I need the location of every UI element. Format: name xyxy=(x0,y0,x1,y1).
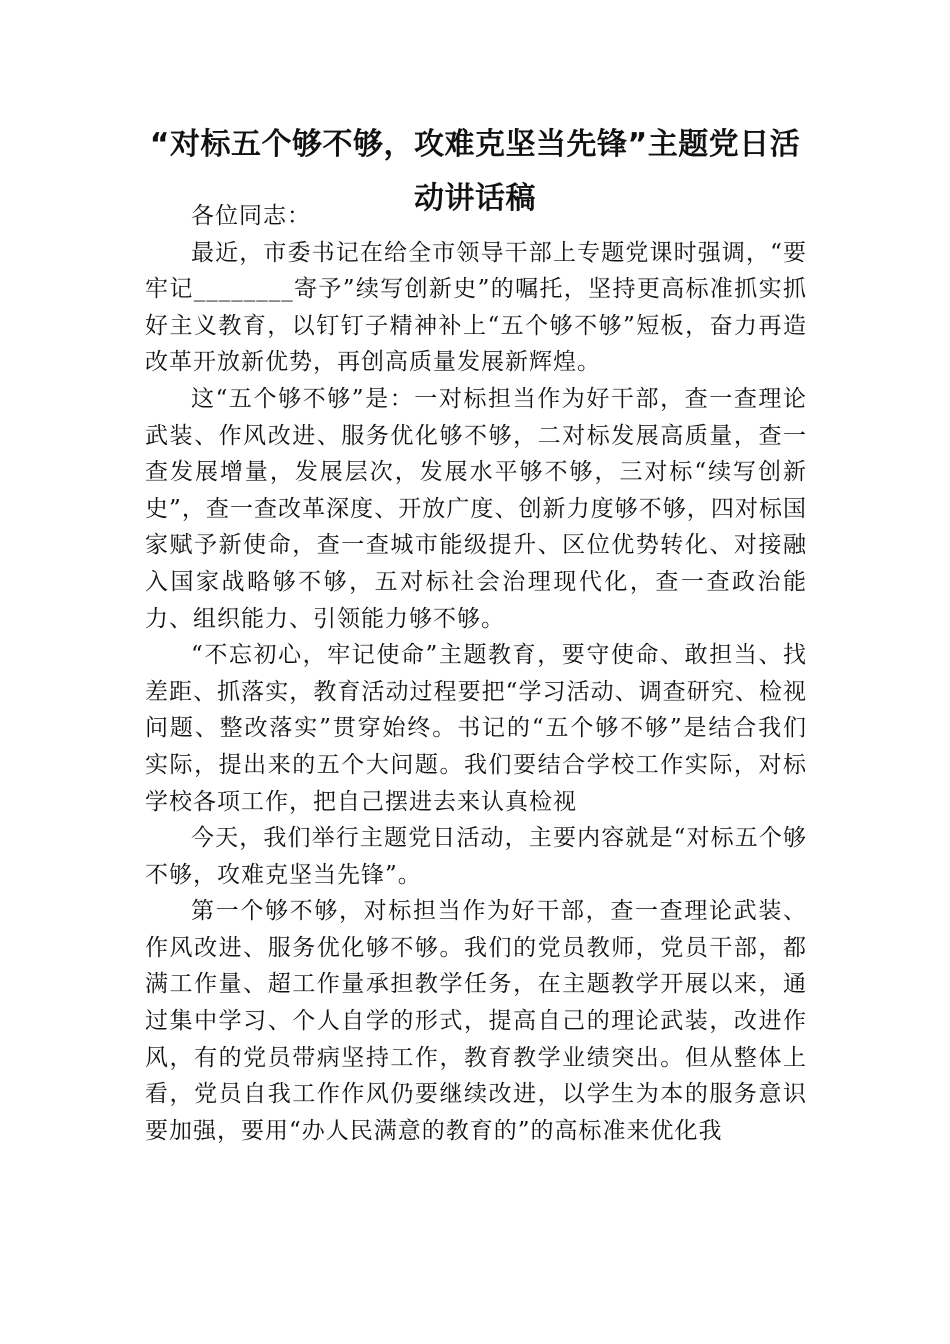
paragraph: “不忘初心，牢记使命”主题教育，要守使命、敢担当、找差距、抓落实，教育活动过程要把“学习活动、调查研究、检视问题、整改落实”贯穿始终。书记的“五个够不够”是结合我们实际，提出来的五个大问题。我们要结合学校工作实际，对标学校各项工作，把自己摆进去来认真检视 xyxy=(145,642,807,815)
salutation: 各位同志： xyxy=(191,203,311,229)
paragraph: 今天，我们举行主题党日活动，主要内容就是“对标五个够不够，攻难克坚当先锋”。 xyxy=(145,825,807,888)
paragraph: 这“五个够不够”是：一对标担当作为好干部，查一查理论武装、作风改进、服务优化够不够，二对标发展高质量，查一查发展增量，发展层次，发展水平够不够，三对标“续写创新史”，查一查改革深度、开放广度、创新力度够不够，四对标国家赋予新使命，查一查城市能级提升、区位优势转化、对接融入国家战略够不够，五对标社会治理现代化，查一查政治能力、组织能力、引领能力够不够。 xyxy=(145,385,807,632)
document-title: “对标五个够不够，攻难克坚当先锋”主题党日活动讲话稿 xyxy=(149,127,801,216)
document-body xyxy=(145,198,807,1149)
paragraph: 第一个够不够，对标担当作为好干部，查一查理论武装、作风改进、服务优化够不够。我们的党员教师，党员干部，都满工作量、超工作量承担教学任务，在主题教学开展以来，通过集中学习、个人自学的形式，提高自己的理论武装，改进作风，有的党员带病坚持工作，教育教学业绩突出。但从整体上看，党员自我工作作风仍要继续改进，以学生为本的服务意识要加强，要用“办人民满意的教育的”的高标准来优化我 xyxy=(145,898,807,1144)
paragraph: 最近，市委书记在给全市领导干部上专题党课时强调，“要牢记________寄予”续写创新史”的嘱托，坚持更高标准抓实抓好主义教育，以钉钉子精神补上“五个够不够”短板，奋力再造改革开放新优势，再创高质量发展新辉煌。 xyxy=(145,239,807,376)
